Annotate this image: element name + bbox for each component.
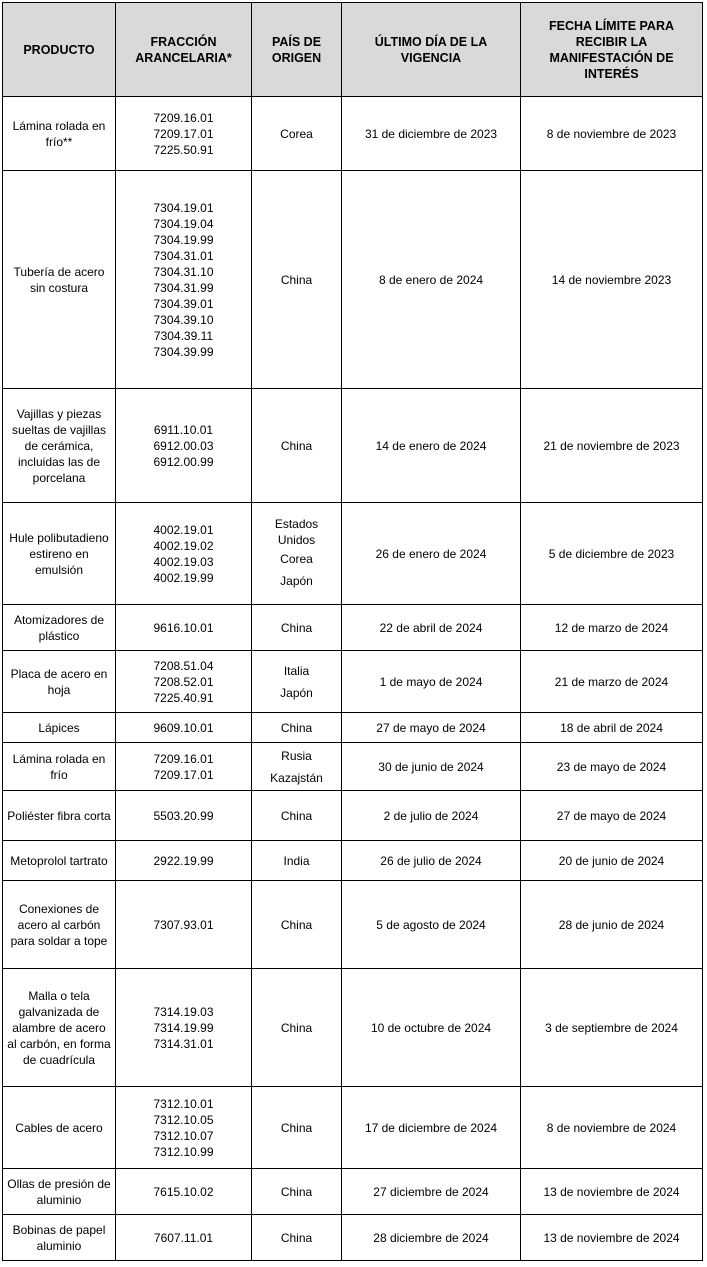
country-name: Corea	[280, 126, 313, 141]
last-day-cell: 22 de abril de 2024	[342, 605, 521, 651]
table-row	[3, 713, 703, 743]
table-row	[3, 171, 703, 389]
last-day-cell: 17 de diciembre de 2024	[342, 1087, 521, 1169]
table-row	[3, 1215, 703, 1261]
table-row	[3, 841, 703, 881]
product-cell: Hule polibutadieno estireno en emulsión	[3, 503, 116, 605]
fraction-code: 7209.16.01	[153, 110, 214, 125]
table-row	[3, 791, 703, 841]
fraction-code: 7304.31.10	[153, 264, 214, 279]
fraction-code: 7304.19.01	[153, 200, 214, 215]
product-cell: Ollas de presión de aluminio	[3, 1169, 116, 1215]
table-row	[3, 503, 703, 605]
fraction-cell	[116, 605, 252, 651]
fraction-code: 5503.20.99	[153, 808, 214, 823]
fraction-cell	[116, 651, 252, 713]
product-cell: Malla o tela galvanizada de alambre de acero al carbón, en forma de cuadrícula	[3, 969, 116, 1087]
country-name: Estados Unidos	[274, 516, 319, 547]
fraction-code: 7304.19.99	[153, 232, 214, 247]
fraction-code: 7225.40.91	[153, 690, 214, 705]
last-day-cell: 5 de agosto de 2024	[342, 881, 521, 969]
product-cell: Poliéster fibra corta	[3, 791, 116, 841]
country-name: China	[280, 1020, 313, 1035]
country-name: China	[280, 620, 313, 635]
deadline-cell: 18 de abril de 2024	[521, 713, 703, 743]
fraction-code: 6912.00.03	[153, 438, 214, 453]
fraction-code: 4002.19.02	[153, 538, 214, 553]
header-fraction: FRACCIÓN ARANCELARIA*	[116, 3, 252, 97]
fraction-code: 4002.19.01	[153, 522, 214, 537]
product-cell: Atomizadores de plástico	[3, 605, 116, 651]
country-cell	[252, 171, 342, 389]
country-name: China	[280, 1184, 313, 1199]
fraction-cell	[116, 171, 252, 389]
table-body	[3, 97, 703, 1261]
fraction-cell	[116, 1087, 252, 1169]
fraction-code: 7209.17.01	[153, 767, 214, 782]
country-cell	[252, 97, 342, 171]
fraction-code: 7314.19.99	[153, 1020, 214, 1035]
fraction-code: 7304.39.10	[153, 312, 214, 327]
country-cell	[252, 743, 342, 791]
fraction-cell	[116, 743, 252, 791]
deadline-cell: 8 de noviembre de 2023	[521, 97, 703, 171]
fraction-code: 7312.10.05	[153, 1112, 214, 1127]
last-day-cell: 27 de mayo de 2024	[342, 713, 521, 743]
country-cell	[252, 713, 342, 743]
deadline-cell: 13 de noviembre de 2024	[521, 1169, 703, 1215]
deadline-cell: 27 de mayo de 2024	[521, 791, 703, 841]
table-row	[3, 881, 703, 969]
table-row	[3, 969, 703, 1087]
fraction-code: 9609.10.01	[153, 720, 214, 735]
fraction-code: 7304.39.01	[153, 296, 214, 311]
country-cell	[252, 651, 342, 713]
last-day-cell: 14 de enero de 2024	[342, 389, 521, 503]
deadline-cell: 13 de noviembre de 2024	[521, 1215, 703, 1261]
fraction-code: 7314.31.01	[153, 1036, 214, 1051]
country-cell	[252, 503, 342, 605]
country-name: India	[283, 853, 310, 868]
country-cell	[252, 1087, 342, 1169]
table-row	[3, 389, 703, 503]
country-name: China	[280, 1120, 313, 1135]
last-day-cell: 28 diciembre de 2024	[342, 1215, 521, 1261]
product-cell: Placa de acero en hoja	[3, 651, 116, 713]
deadline-cell: 5 de diciembre de 2023	[521, 503, 703, 605]
country-cell	[252, 389, 342, 503]
fraction-code: 7607.11.01	[153, 1230, 214, 1245]
last-day-cell: 31 de diciembre de 2023	[342, 97, 521, 171]
country-cell	[252, 881, 342, 969]
country-name: Italia	[283, 663, 310, 678]
product-cell: Lámina rolada en frío	[3, 743, 116, 791]
fraction-code: 7304.31.99	[153, 280, 214, 295]
deadline-cell: 21 de noviembre de 2023	[521, 389, 703, 503]
fraction-code: 7225.50.91	[153, 142, 214, 157]
deadline-cell: 21 de marzo de 2024	[521, 651, 703, 713]
fraction-cell	[116, 841, 252, 881]
fraction-cell	[116, 389, 252, 503]
country-name: Corea	[280, 551, 313, 566]
country-cell	[252, 969, 342, 1087]
fraction-cell	[116, 969, 252, 1087]
table-row	[3, 651, 703, 713]
last-day-cell: 26 de julio de 2024	[342, 841, 521, 881]
fraction-code: 7314.19.03	[153, 1004, 214, 1019]
fraction-code: 7304.19.04	[153, 216, 214, 231]
last-day-cell: 10 de octubre de 2024	[342, 969, 521, 1087]
product-cell: Tubería de acero sin costura	[3, 171, 116, 389]
fraction-cell	[116, 1215, 252, 1261]
table-row	[3, 1087, 703, 1169]
country-cell	[252, 841, 342, 881]
header-deadline: FECHA LÍMITE PARA RECIBIR LA MANIFESTACIÓN DE INTERÉS	[521, 3, 703, 97]
deadline-cell: 8 de noviembre de 2024	[521, 1087, 703, 1169]
country-name: Japón	[280, 573, 313, 588]
fraction-code: 7615.10.02	[153, 1184, 214, 1199]
table-row	[3, 97, 703, 171]
last-day-cell: 26 de enero de 2024	[342, 503, 521, 605]
safeguard-table	[2, 2, 703, 1261]
fraction-cell	[116, 1169, 252, 1215]
country-name: China	[280, 808, 313, 823]
fraction-code: 7307.93.01	[153, 917, 214, 932]
fraction-code: 6912.00.99	[153, 454, 214, 469]
fraction-code: 7312.10.01	[153, 1096, 214, 1111]
country-cell	[252, 791, 342, 841]
fraction-cell	[116, 503, 252, 605]
last-day-cell: 8 de enero de 2024	[342, 171, 521, 389]
deadline-cell: 28 de junio de 2024	[521, 881, 703, 969]
product-cell: Lámina rolada en frío**	[3, 97, 116, 171]
country-name: Japón	[280, 685, 313, 700]
table-row	[3, 743, 703, 791]
fraction-cell	[116, 881, 252, 969]
header-country: PAÍS DE ORIGEN	[252, 3, 342, 97]
table-row	[3, 1169, 703, 1215]
fraction-code: 7208.51.04	[153, 658, 214, 673]
fraction-code: 7209.16.01	[153, 751, 214, 766]
last-day-cell: 27 diciembre de 2024	[342, 1169, 521, 1215]
fraction-code: 4002.19.99	[153, 570, 214, 585]
header-last-day: ÚLTIMO DÍA DE LA VIGENCIA	[342, 3, 521, 97]
fraction-code: 7209.17.01	[153, 126, 214, 141]
deadline-cell: 20 de junio de 2024	[521, 841, 703, 881]
product-cell: Metoprolol tartrato	[3, 841, 116, 881]
country-name: Kazajstán	[270, 770, 323, 785]
country-name: Rusia	[281, 748, 312, 763]
fraction-code: 7312.10.07	[153, 1128, 214, 1143]
country-name: China	[280, 720, 313, 735]
deadline-cell: 3 de septiembre de 2024	[521, 969, 703, 1087]
product-cell: Bobinas de papel aluminio	[3, 1215, 116, 1261]
country-cell	[252, 1169, 342, 1215]
fraction-code: 7304.39.99	[153, 344, 214, 359]
table-row	[3, 605, 703, 651]
country-name: China	[280, 438, 313, 453]
last-day-cell: 2 de julio de 2024	[342, 791, 521, 841]
fraction-code: 7304.39.11	[153, 328, 214, 343]
fraction-cell	[116, 713, 252, 743]
deadline-cell: 14 de noviembre 2023	[521, 171, 703, 389]
fraction-code: 7312.10.99	[153, 1144, 214, 1159]
fraction-code: 2922.19.99	[153, 853, 214, 868]
fraction-cell	[116, 97, 252, 171]
fraction-code: 7208.52.01	[153, 674, 214, 689]
last-day-cell: 30 de junio de 2024	[342, 743, 521, 791]
country-name: China	[280, 1230, 313, 1245]
country-name: China	[280, 917, 313, 932]
product-cell: Vajillas y piezas sueltas de vajillas de cerámica, incluidas las de porcelana	[3, 389, 116, 503]
last-day-cell: 1 de mayo de 2024	[342, 651, 521, 713]
fraction-code: 6911.10.01	[153, 422, 214, 437]
header-row	[3, 3, 703, 97]
product-cell: Cables de acero	[3, 1087, 116, 1169]
country-name: China	[280, 272, 313, 287]
country-cell	[252, 1215, 342, 1261]
deadline-cell: 12 de marzo de 2024	[521, 605, 703, 651]
product-cell: Conexiones de acero al carbón para soldar a tope	[3, 881, 116, 969]
fraction-code: 7304.31.01	[153, 248, 214, 263]
product-cell: Lápices	[3, 713, 116, 743]
deadline-cell: 23 de mayo de 2024	[521, 743, 703, 791]
fraction-code: 9616.10.01	[153, 620, 214, 635]
fraction-cell	[116, 791, 252, 841]
country-cell	[252, 605, 342, 651]
header-product: PRODUCTO	[3, 3, 116, 97]
fraction-code: 4002.19.03	[153, 554, 214, 569]
